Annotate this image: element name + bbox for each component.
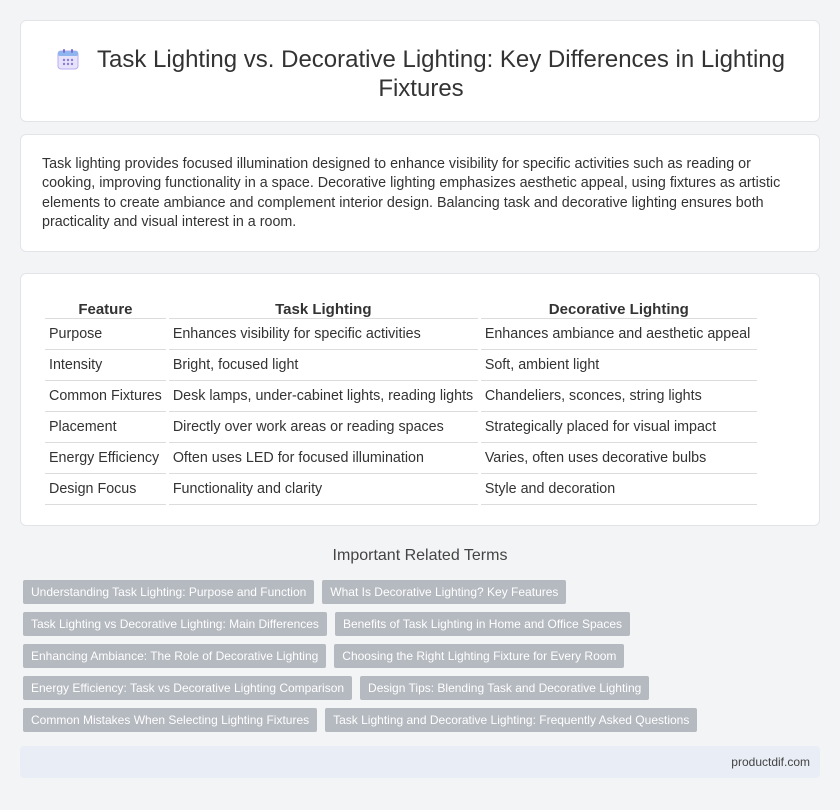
related-terms-title: Important Related Terms bbox=[332, 547, 508, 564]
table-row bbox=[45, 381, 757, 412]
table-row bbox=[45, 319, 757, 350]
tag-row bbox=[23, 612, 823, 644]
table-cell: Often uses LED for focused illumination bbox=[169, 443, 478, 474]
header-decorative-lighting: Decorative Lighting bbox=[481, 297, 757, 319]
comparison-table-card bbox=[20, 273, 820, 526]
table-row bbox=[45, 350, 757, 381]
tag-row bbox=[23, 644, 823, 676]
table-cell: Enhances visibility for specific activities bbox=[169, 319, 478, 350]
table-cell: Varies, often uses decorative bulbs bbox=[481, 443, 757, 474]
related-term-link[interactable]: Benefits of Task Lighting in Home and Office Spaces bbox=[335, 612, 630, 636]
footer-site-link[interactable]: productdif.com bbox=[731, 755, 810, 769]
table-cell: Desk lamps, under-cabinet lights, reading lights bbox=[169, 381, 478, 412]
calendar-icon bbox=[57, 48, 79, 70]
page-title: Task Lighting vs. Decorative Lighting: Key Differences in Lighting Fixtures bbox=[97, 46, 785, 102]
related-term-link[interactable]: Task Lighting and Decorative Lighting: Frequently Asked Questions bbox=[325, 708, 697, 732]
table-row bbox=[45, 474, 757, 505]
related-term-link[interactable]: Understanding Task Lighting: Purpose and Function bbox=[23, 580, 314, 604]
table-header-row bbox=[45, 297, 757, 319]
table-cell: Intensity bbox=[45, 350, 166, 381]
table-cell: Directly over work areas or reading spaces bbox=[169, 412, 478, 443]
table-cell: Energy Efficiency bbox=[45, 443, 166, 474]
footer bbox=[20, 746, 820, 778]
related-term-link[interactable]: Choosing the Right Lighting Fixture for Every Room bbox=[334, 644, 624, 668]
table-cell: Style and decoration bbox=[481, 474, 757, 505]
related-term-link[interactable]: Task Lighting vs Decorative Lighting: Main Differences bbox=[23, 612, 327, 636]
tag-row bbox=[23, 676, 823, 708]
table-row bbox=[45, 412, 757, 443]
table-cell: Common Fixtures bbox=[45, 381, 166, 412]
related-term-link[interactable]: Enhancing Ambiance: The Role of Decorative Lighting bbox=[23, 644, 326, 668]
table-cell: Strategically placed for visual impact bbox=[481, 412, 757, 443]
table-cell: Soft, ambient light bbox=[481, 350, 757, 381]
table-cell: Chandeliers, sconces, string lights bbox=[481, 381, 757, 412]
related-term-link[interactable]: Energy Efficiency: Task vs Decorative Lighting Comparison bbox=[23, 676, 352, 700]
header-card bbox=[20, 20, 820, 122]
header-feature: Feature bbox=[45, 297, 166, 319]
comparison-table bbox=[42, 297, 760, 505]
related-term-link[interactable]: What Is Decorative Lighting? Key Features bbox=[322, 580, 566, 604]
table-cell: Placement bbox=[45, 412, 166, 443]
intro-paragraph: Task lighting provides focused illumination designed to enhance visibility for specific activities such as reading or cooking, improving functionality in a space. Decorative lighting emphasizes aesthetic appeal, using fixtures as artistic elements to create ambiance and complement interior design. Balancing task and decorative lighting ensures both practicality and visual interest in a room. bbox=[42, 156, 781, 231]
related-terms-list bbox=[23, 580, 823, 740]
page-title-wrap bbox=[21, 45, 821, 103]
table-cell: Bright, focused light bbox=[169, 350, 478, 381]
table-row bbox=[45, 443, 757, 474]
related-term-link[interactable]: Common Mistakes When Selecting Lighting Fixtures bbox=[23, 708, 317, 732]
tag-row bbox=[23, 580, 823, 612]
table-cell: Design Focus bbox=[45, 474, 166, 505]
table-cell: Enhances ambiance and aesthetic appeal bbox=[481, 319, 757, 350]
related-term-link[interactable]: Design Tips: Blending Task and Decorative Lighting bbox=[360, 676, 649, 700]
tag-row bbox=[23, 708, 823, 740]
table-cell: Functionality and clarity bbox=[169, 474, 478, 505]
intro-card bbox=[20, 134, 820, 252]
table-cell: Purpose bbox=[45, 319, 166, 350]
header-task-lighting: Task Lighting bbox=[169, 297, 478, 319]
